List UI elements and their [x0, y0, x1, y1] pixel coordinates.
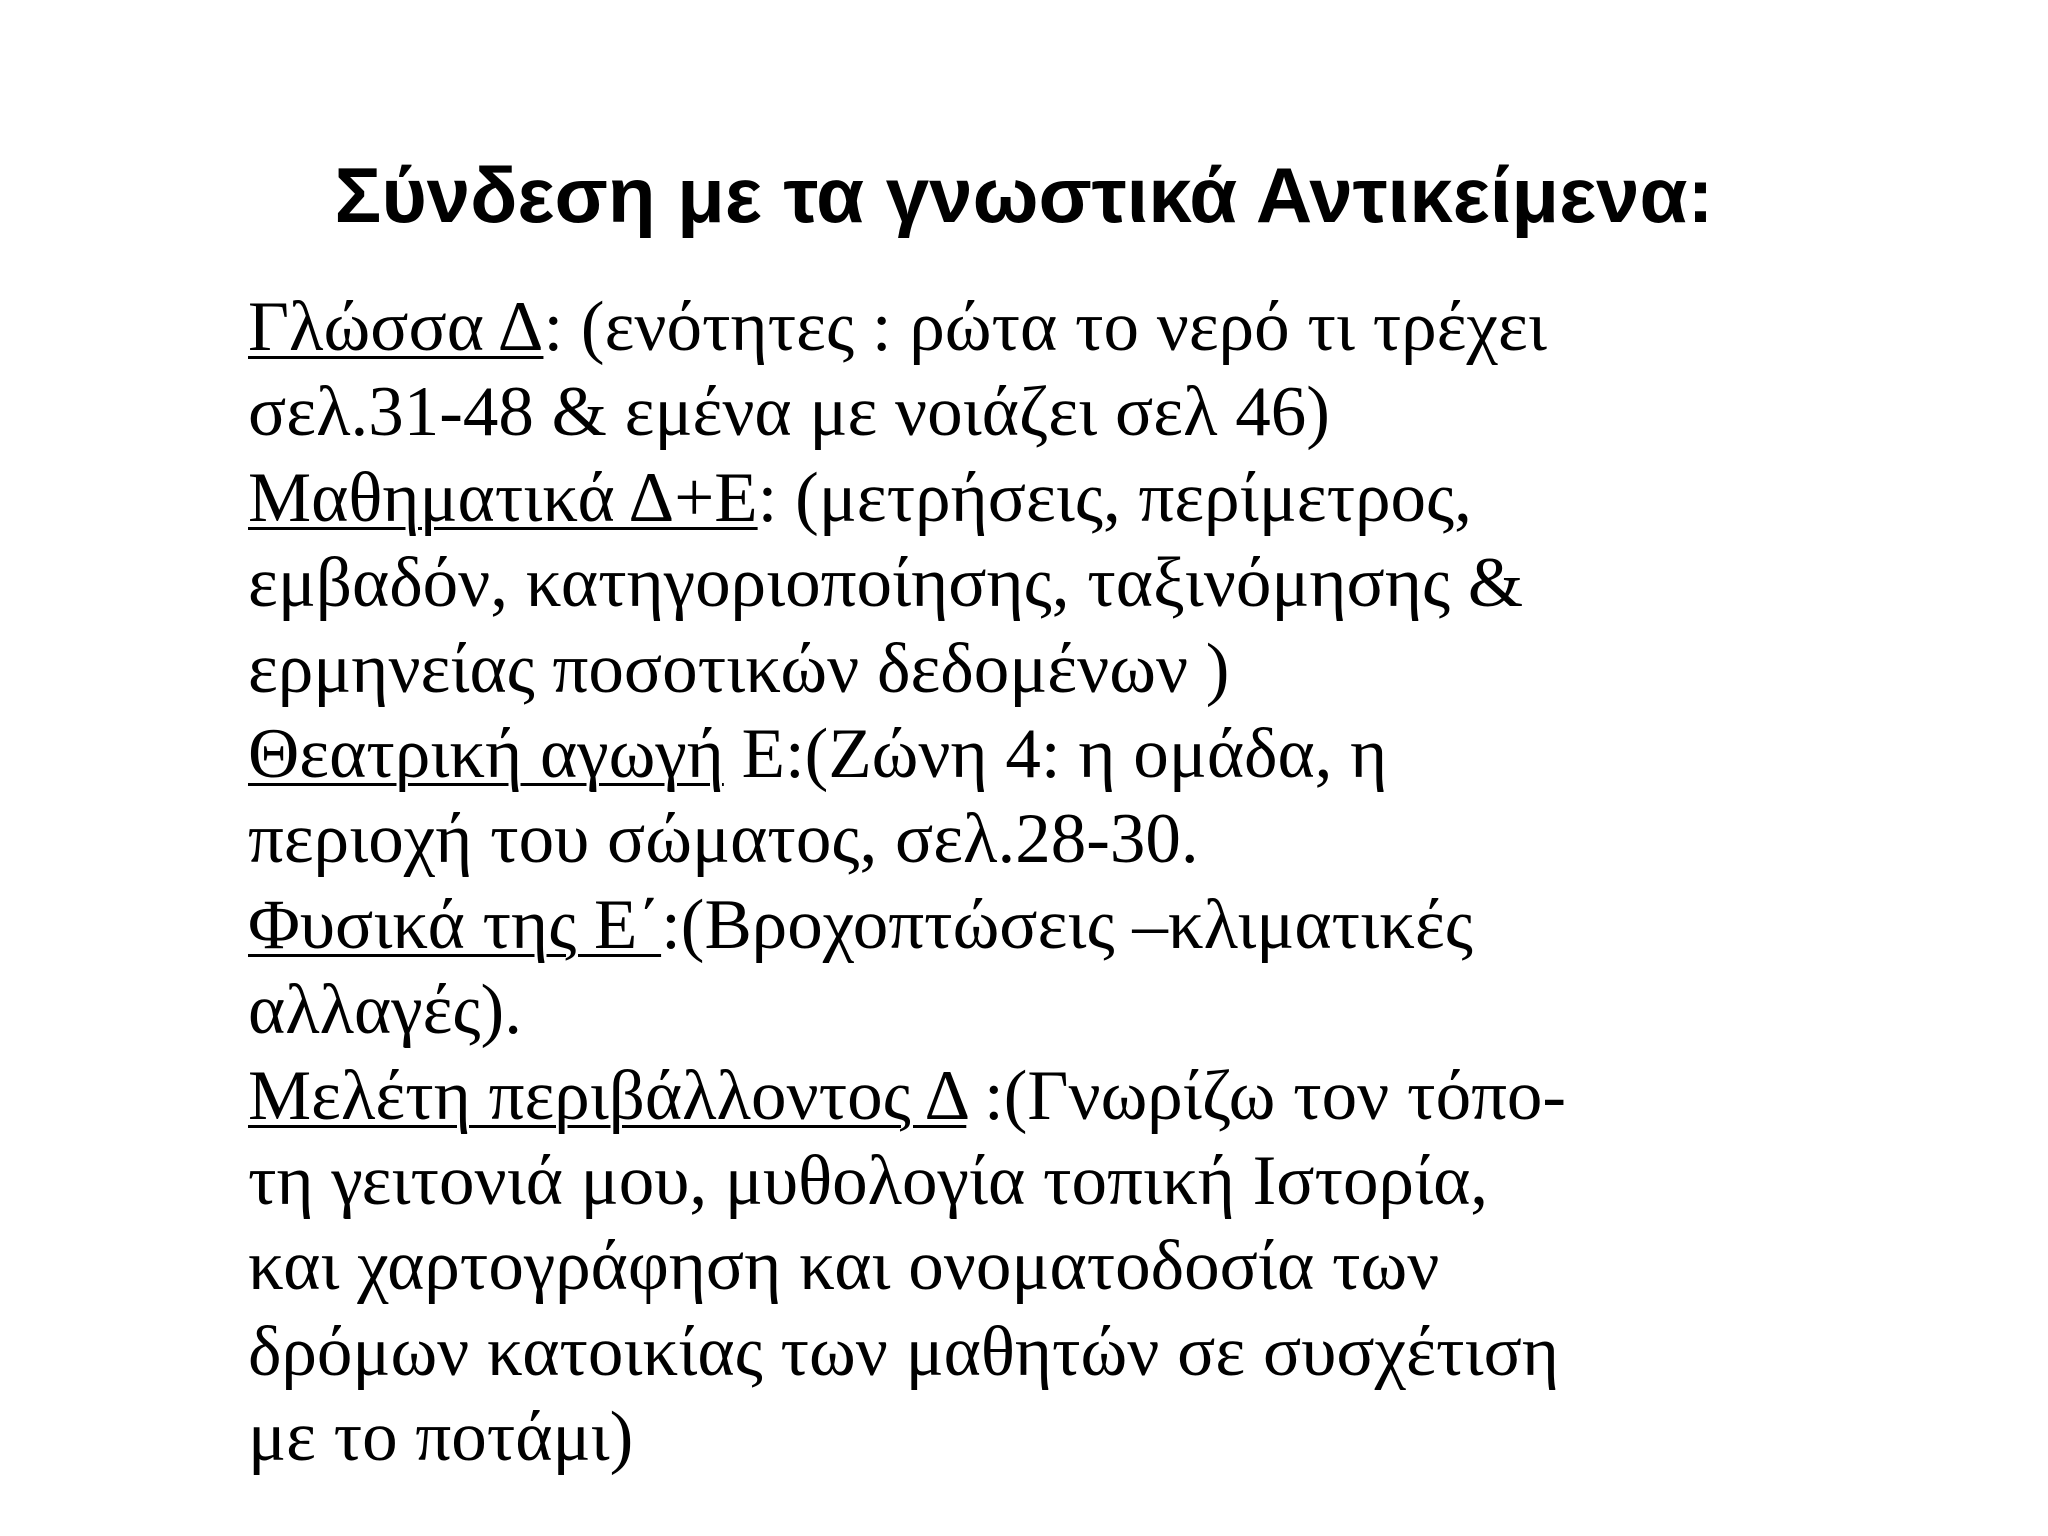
subject-language-line-1	[248, 285, 1808, 370]
slide-body	[248, 285, 1808, 1480]
subject-name-environment: Μελέτη περιβάλλοντος Δ	[248, 1056, 967, 1135]
subject-language-line-2: σελ.31-48 & εμένα με νοιάζει σελ 46)	[248, 373, 1330, 452]
subject-environment-text: :(Γνωρίζω τον τόπο-	[966, 1056, 1567, 1135]
subject-name-language: Γλώσσα Δ	[248, 288, 544, 366]
subject-physics-line-1	[248, 883, 1808, 968]
subject-physics-line-2: αλλαγές).	[248, 971, 522, 1050]
subject-environment-line-2: τη γειτονιά μου, μυθολογία τοπική Ιστορία,	[248, 1141, 1489, 1220]
subject-physics-text: :(Βροχοπτώσεις –κλιματικές	[661, 885, 1473, 964]
subject-environment-line-3: και χαρτογράφηση και ονοματοδοσία των	[248, 1227, 1440, 1306]
subject-math-line-3: ερμηνείας ποσοτικών δεδομένων )	[248, 629, 1230, 708]
subject-environment-line-5: με το ποτάμι)	[248, 1398, 634, 1477]
slide-title: Σύνδεση με τα γνωστικά Αντικείμενα:	[334, 151, 1714, 239]
subject-language-text: : (ενότητες : ρώτα το νερό τι τρέχει	[543, 288, 1547, 366]
subject-math-line-1	[248, 456, 1808, 541]
subject-math-text: : (μετρήσεις, περίμετρος,	[757, 458, 1472, 537]
subject-environment-line-4: δρόμων κατοικίας των μαθητών σε συσχέτιση	[248, 1312, 1560, 1391]
subject-name-physics: Φυσικά της Ε΄	[248, 885, 662, 964]
subject-name-math: Μαθηματικά Δ+Ε	[248, 458, 758, 537]
subject-environment-line-1	[248, 1054, 1808, 1139]
subject-theatre-text: Ε:(Ζώνη 4: η ομάδα, η	[723, 714, 1388, 793]
subject-theatre-line-2: περιοχή του σώματος, σελ.28-30.	[248, 800, 1199, 879]
subject-theatre-line-1	[248, 712, 1808, 797]
subject-name-theatre: Θεατρική αγωγή	[248, 714, 724, 793]
subject-math-line-2: εμβαδόν, κατηγοριοποίησης, ταξινόμησης &	[248, 544, 1524, 623]
